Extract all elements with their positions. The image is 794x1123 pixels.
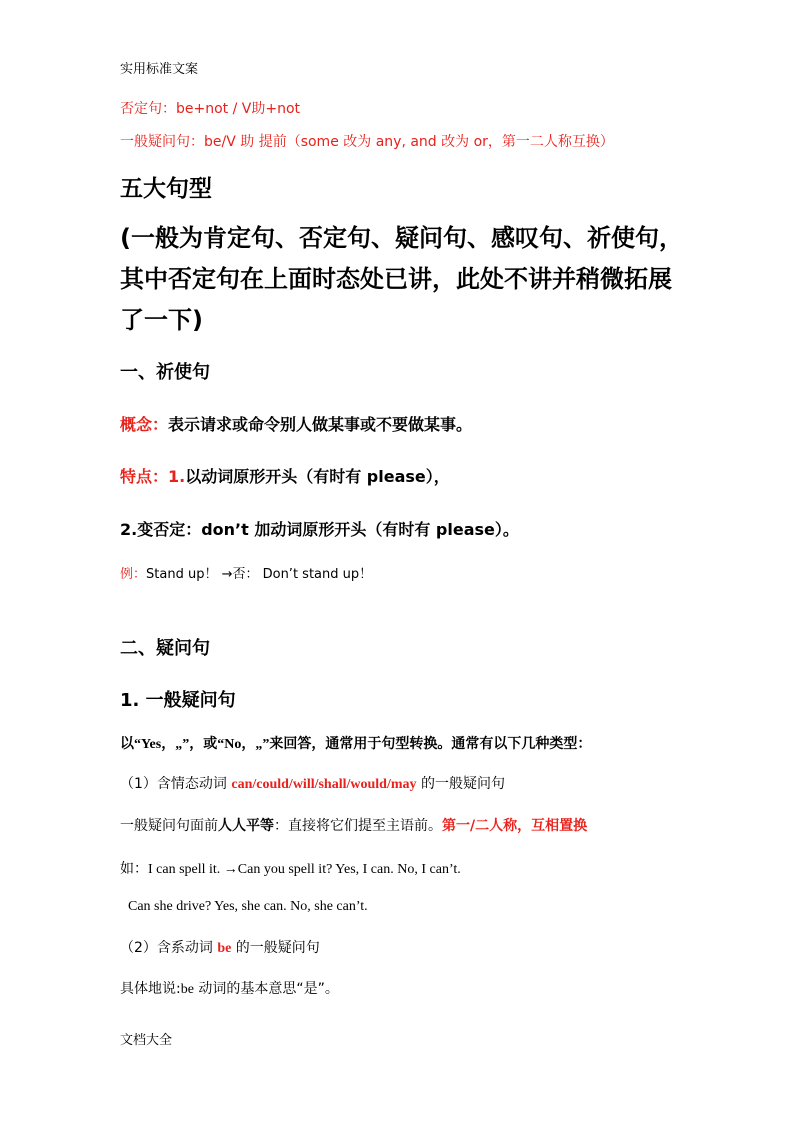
example-line (120, 563, 372, 582)
be-suffix: 动词的基本意思“是”。 (193, 981, 339, 997)
link-suffix: 的一般疑问句 (231, 940, 320, 956)
concept-text: 表示请求或命令别人做某事或不要做某事。 (168, 415, 473, 434)
example-drive-line: Can she drive? Yes, she can. No, she can’t. (128, 899, 368, 914)
page-title: 五大句型 (120, 176, 212, 202)
feature-number: 1. (168, 467, 186, 486)
equal-prefix: 一般疑问句面前 (120, 818, 218, 834)
link-prefix: （2）含系动词 (120, 940, 218, 956)
question-sentence-rule: 一般疑问句：be/V 助 提前（some 改为 any, and 改为 or，第一二人称互换） (120, 134, 614, 150)
section-heading-question: 二、疑问句 (120, 638, 210, 659)
header-note: 实用标准文案 (120, 62, 199, 77)
be-prefix: 具体地说: (120, 981, 181, 997)
person-swap-note: 第一/二人称，互相置换 (442, 818, 588, 834)
general-question-intro: 以“Yes，„”，或“No，„”来回答，通常用于句型转换。通常有以下几种类型： (120, 737, 592, 752)
equal-middle: ：直接将它们提至主语前。 (274, 818, 442, 834)
feature-label: 特点： (120, 467, 169, 486)
modal-words: can/could/will/shall/would/may (231, 777, 417, 792)
example-text: Stand up！ →否： Don’t stand up！ (146, 567, 373, 582)
example-can-line (120, 858, 461, 878)
be-meaning-line (120, 978, 339, 998)
example1-label: 如： (120, 861, 148, 877)
modal-prefix: （1）含情态动词 (120, 776, 232, 792)
section-heading-imperative: 一、祈使句 (120, 362, 210, 383)
footer-note: 文档大全 (120, 1033, 173, 1048)
general-question-heading: 1. 一般疑问句 (120, 690, 236, 711)
negative-sentence-rule: 否定句：be+not / V助+not (120, 101, 301, 117)
concept-line (120, 412, 472, 435)
feature-text: 以动词原形开头（有时有 please）， (185, 467, 450, 486)
page-subtitle: (一般为肯定句、否定句、疑问句、感叹句、祈使句，其中否定句在上面时态处已讲，此处不讲并稍微拓展了一下) (120, 224, 683, 334)
example-label: 例： (120, 567, 147, 582)
modal-suffix: 的一般疑问句 (416, 776, 505, 792)
concept-label: 概念： (120, 415, 169, 434)
equality-rule-line (120, 815, 587, 835)
negative-form-line: 2.变否定：don’t 加动词原形开头（有时有 please）。 (120, 520, 519, 539)
link-word: be (217, 941, 232, 956)
equal-bold: 人人平等 (218, 818, 274, 834)
example1-text: I can spell it. →Can you spell it? Yes, I can. No, I can’t. (148, 862, 461, 877)
modal-verb-line (120, 773, 505, 793)
feature-line (120, 464, 450, 487)
linking-verb-line (120, 937, 320, 957)
be-word: be (180, 982, 194, 997)
